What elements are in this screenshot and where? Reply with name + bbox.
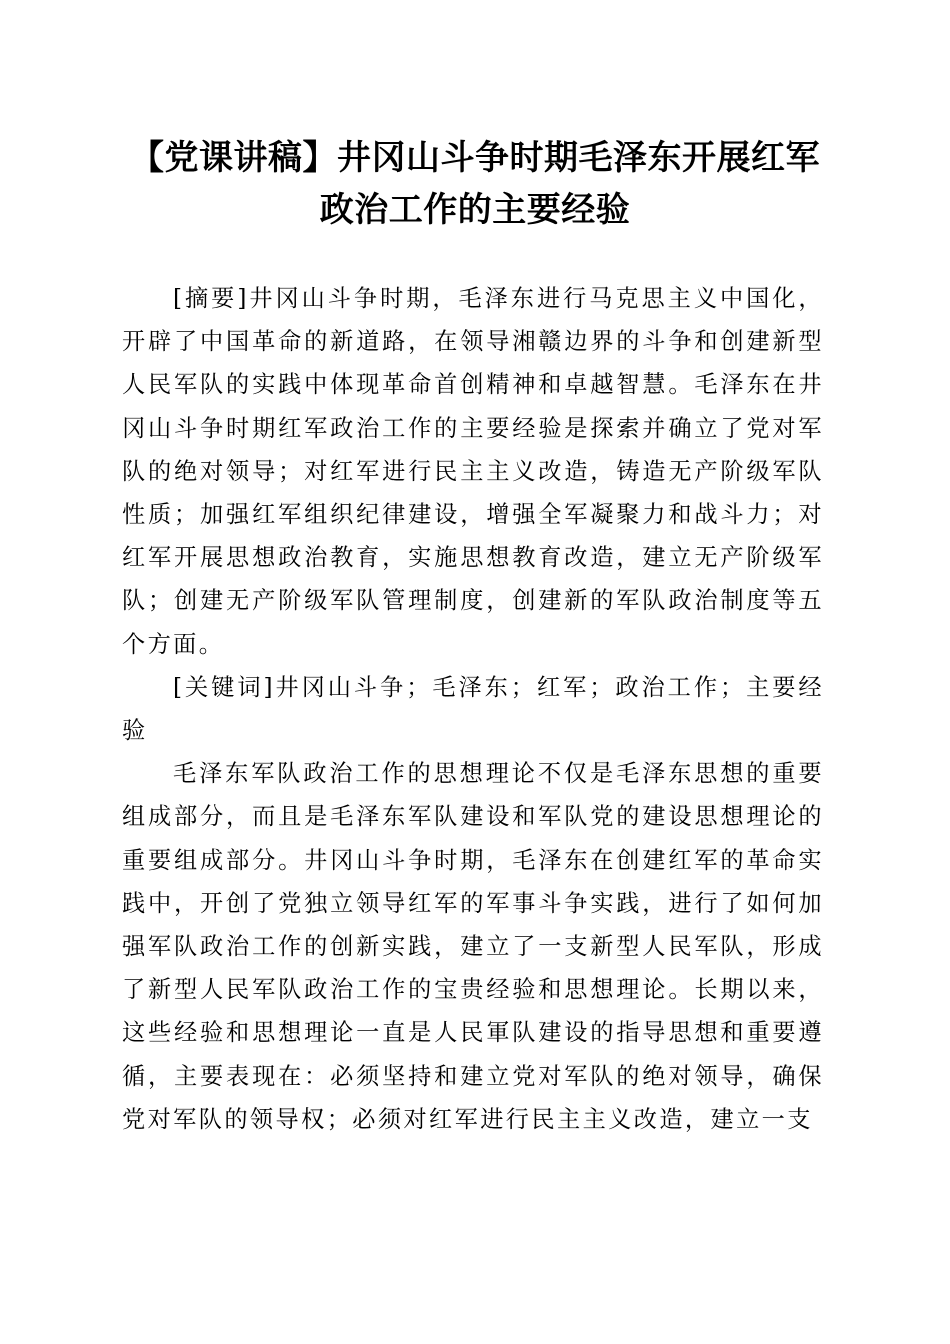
title-line-1: 【党课讲稿】井冈山斗争时期毛泽东开展红军 — [130, 138, 820, 178]
body-paragraph: 毛泽东军队政治工作的思想理论不仅是毛泽东思想的重要组成部分，而且是毛泽东军队建设和军队党的建设思想理论的重要组成部分。井冈山斗争时期，毛泽东在创建红军的革命实践中，开创了党独立领导红军的军事斗争实践，进行了如何加强军队政治工作的创新实践，建立了一支新型人民军队，形成了新型人民军队政治工作的宝贵经验和思想理论。长期以来，这些经验和思想理论一直是人民軍队建设的指导思想和重要遵循，主要表现在：必须坚持和建立党对军队的绝对领导，确保党对军队的领导权；必须对红军进行民主主义改造，建立一支 — [122, 760, 824, 1133]
keywords-text: 井冈山斗争；毛泽东；红军；政治工作；主要经验 — [122, 673, 824, 745]
document-title — [120, 132, 830, 236]
keywords-label: [关键词] — [173, 673, 275, 701]
abstract-text: 井冈山斗争时期，毛泽东进行马克思主义中国化，开辟了中国革命的新道路，在领导湘赣边界的斗争和创建新型人民军队的实践中体现革命首创精神和卓越智慧。毛泽东在井冈山斗争时期红军政治工作的主要经验是探索并确立了党对军队的绝对领导；对红军进行民主主义改造，铸造无产阶级军队性质；加强红军组织纪律建设，增强全军凝聚力和战斗力；对红军开展思想政治教育，实施思想教育改造，建立无产阶级军队；创建无产阶级军队管理制度，创建新的军队政治制度等五个方面。 — [122, 285, 824, 658]
abstract-label: [摘要] — [173, 285, 249, 312]
keywords-paragraph — [122, 666, 824, 752]
abstract-paragraph — [122, 277, 824, 666]
title-line-2: 政治工作的主要经验 — [319, 190, 631, 230]
document-body — [122, 277, 824, 1141]
